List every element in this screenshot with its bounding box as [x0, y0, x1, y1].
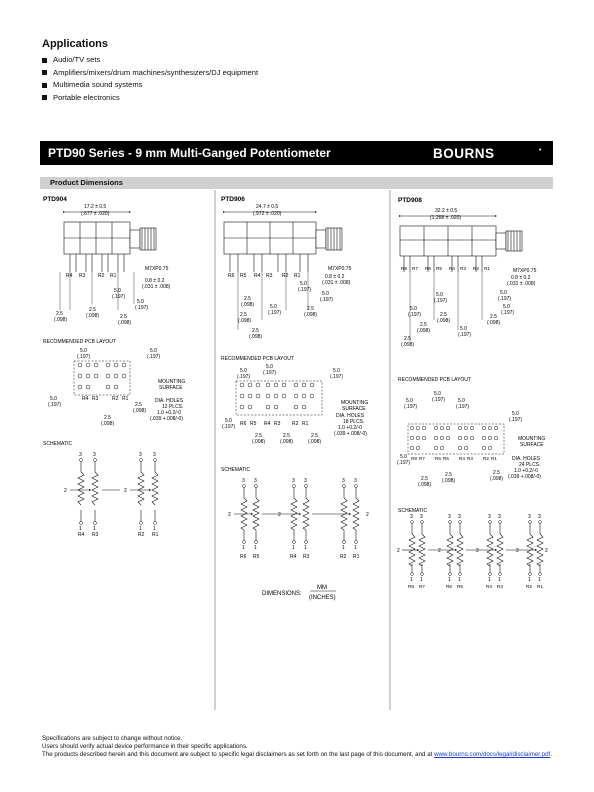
svg-text:5.0: 5.0 [270, 304, 277, 310]
svg-text:(.098): (.098) [308, 439, 322, 445]
svg-text:(.197): (.197) [498, 296, 512, 302]
svg-text:3: 3 [410, 514, 413, 520]
svg-text:5.0: 5.0 [406, 398, 413, 404]
svg-text:(.197): (.197) [408, 312, 422, 318]
svg-text:(.197): (.197) [222, 424, 236, 430]
svg-text:(.098): (.098) [442, 478, 456, 484]
svg-text:R4: R4 [459, 456, 465, 461]
svg-text:(.098): (.098) [86, 313, 100, 319]
svg-text:5.0: 5.0 [333, 368, 340, 374]
svg-text:2.5: 2.5 [445, 472, 452, 478]
svg-text:2: 2 [124, 488, 127, 494]
svg-text:5.0: 5.0 [240, 368, 247, 374]
svg-text:(.197): (.197) [501, 310, 515, 316]
svg-text:R2: R2 [292, 421, 299, 427]
applications-section [42, 38, 442, 104]
list-item: Portable electronics [42, 92, 442, 105]
svg-text:R6: R6 [240, 421, 247, 427]
ptd904-drawing [43, 196, 185, 538]
svg-text:1.0 +0.2/-0: 1.0 +0.2/-0 [514, 468, 539, 474]
svg-text:2.5: 2.5 [240, 312, 247, 318]
svg-text:5.0: 5.0 [225, 418, 232, 424]
svg-text:18 PLCS.: 18 PLCS. [343, 419, 365, 425]
svg-text:M7XP0.75: M7XP0.75 [513, 268, 537, 274]
svg-text:(.098): (.098) [118, 320, 132, 326]
svg-text:2.5: 2.5 [255, 433, 262, 439]
svg-text:(.197): (.197) [397, 460, 411, 466]
svg-text:1: 1 [354, 545, 357, 551]
svg-text:(.197): (.197) [268, 310, 282, 316]
svg-text:R3: R3 [266, 273, 273, 279]
svg-text:1.0 +0.2/-0: 1.0 +0.2/-0 [338, 425, 363, 431]
svg-text:R3: R3 [497, 584, 503, 589]
bullet-icon [42, 83, 47, 88]
svg-text:2: 2 [476, 548, 479, 554]
svg-text:RECOMMENDED PCB LAYOUT: RECOMMENDED PCB LAYOUT [221, 356, 294, 362]
svg-text:2.5: 2.5 [135, 402, 142, 408]
svg-text:5.0: 5.0 [300, 281, 307, 287]
svg-text:SURFACE: SURFACE [342, 406, 366, 412]
svg-text:(1.268 ± .020): (1.268 ± .020) [430, 215, 462, 221]
svg-text:3: 3 [488, 514, 491, 520]
footer-disclaimer [42, 735, 562, 759]
svg-text:(.197): (.197) [432, 397, 446, 403]
svg-text:(.098): (.098) [401, 342, 415, 348]
svg-text:2.5: 2.5 [421, 476, 428, 482]
footer-line-2: Users should verify actual device performance in their specific applications. [42, 743, 248, 750]
svg-text:R4: R4 [66, 273, 73, 279]
svg-text:3: 3 [242, 478, 245, 484]
svg-text:(.098): (.098) [252, 439, 266, 445]
svg-text:3: 3 [93, 452, 96, 458]
svg-text:2.5: 2.5 [311, 433, 318, 439]
svg-text:3: 3 [254, 478, 257, 484]
svg-text:2.5: 2.5 [404, 336, 411, 342]
svg-text:(.098): (.098) [54, 317, 68, 323]
svg-text:DIA. HOLES: DIA. HOLES [336, 413, 365, 419]
svg-text:(.197): (.197) [456, 404, 470, 410]
svg-text:17.2 ± 0.5: 17.2 ± 0.5 [84, 204, 107, 210]
svg-text:2.5: 2.5 [493, 470, 500, 476]
svg-text:1: 1 [153, 526, 156, 532]
svg-text:R5: R5 [250, 421, 257, 427]
svg-text:1: 1 [342, 545, 345, 551]
svg-text:R1: R1 [353, 554, 360, 560]
svg-text:(.197): (.197) [320, 297, 334, 303]
product-dimensions-header: Product Dimensions [40, 177, 553, 189]
disclaimer-link[interactable]: www.bourns.com/docs/legal/disclaimer.pdf [434, 751, 551, 758]
svg-text:3: 3 [354, 478, 357, 484]
svg-text:R7: R7 [412, 266, 418, 271]
svg-text:R1: R1 [484, 266, 490, 271]
svg-text:R5: R5 [253, 554, 260, 560]
svg-text:32.2 ± 0.5: 32.2 ± 0.5 [435, 208, 458, 214]
svg-text:5.0: 5.0 [80, 348, 87, 354]
svg-text:3: 3 [153, 452, 156, 458]
svg-text:R3: R3 [460, 266, 466, 271]
svg-text:1.0 +0.2/-0: 1.0 +0.2/-0 [157, 410, 182, 416]
svg-text:(.972 ± .020): (.972 ± .020) [253, 211, 282, 217]
svg-text:3: 3 [448, 514, 451, 520]
svg-text:(.197): (.197) [458, 332, 472, 338]
svg-text:1: 1 [93, 526, 96, 532]
bourns-logo [433, 145, 545, 161]
svg-text:DIMENSIONS:: DIMENSIONS: [262, 591, 302, 597]
svg-text:R6: R6 [446, 584, 452, 589]
svg-text:0.8 ± 0.2: 0.8 ± 0.2 [145, 278, 165, 284]
svg-text:(.098): (.098) [238, 318, 252, 324]
svg-text:2.5: 2.5 [420, 322, 427, 328]
svg-text:R6: R6 [228, 273, 235, 279]
svg-text:5.0: 5.0 [460, 326, 467, 332]
svg-text:(.197): (.197) [77, 354, 91, 360]
svg-text:R4: R4 [82, 396, 89, 402]
svg-text:R3: R3 [92, 532, 99, 538]
svg-text:12 PLCS.: 12 PLCS. [162, 404, 184, 410]
svg-text:RECOMMENDED PCB LAYOUT: RECOMMENDED PCB LAYOUT [398, 377, 471, 383]
svg-text:2: 2 [438, 548, 441, 554]
svg-text:(.197): (.197) [298, 287, 312, 293]
svg-text:R4: R4 [449, 266, 455, 271]
applications-heading: Applications [42, 38, 109, 50]
svg-text:M7XP0.75: M7XP0.75 [328, 266, 352, 272]
svg-text:(.098): (.098) [101, 421, 115, 427]
svg-text:(.197): (.197) [509, 417, 523, 423]
svg-text:(INCHES): (INCHES) [309, 595, 336, 601]
svg-text:MM: MM [317, 585, 327, 591]
svg-text:MOUNTING: MOUNTING [518, 436, 546, 442]
svg-text:5.0: 5.0 [400, 454, 407, 460]
svg-text:R2: R2 [98, 273, 105, 279]
svg-text:R2: R2 [483, 456, 489, 461]
svg-text:R1: R1 [122, 396, 129, 402]
svg-text:(.098): (.098) [417, 328, 431, 334]
svg-text:5.0: 5.0 [322, 291, 329, 297]
svg-text:3: 3 [458, 514, 461, 520]
svg-text:0.8 ± 0.2: 0.8 ± 0.2 [511, 275, 531, 281]
svg-text:5.0: 5.0 [50, 396, 57, 402]
svg-text:2.5: 2.5 [89, 307, 96, 313]
svg-text:2: 2 [64, 488, 67, 494]
list-item: Audio/TV sets [42, 54, 442, 67]
svg-text:(.039 +.008/-0): (.039 +.008/-0) [508, 474, 541, 480]
svg-text:(.677 ± .020): (.677 ± .020) [81, 211, 110, 217]
svg-text:5.0: 5.0 [512, 411, 519, 417]
svg-text:(.031 ± .008): (.031 ± .008) [507, 281, 536, 287]
svg-text:5.0: 5.0 [266, 364, 273, 370]
svg-text:(.098): (.098) [487, 320, 501, 326]
svg-text:2.5: 2.5 [104, 415, 111, 421]
svg-text:3: 3 [292, 478, 295, 484]
series-banner [40, 141, 553, 165]
svg-text:R4: R4 [486, 584, 492, 589]
svg-text:R4: R4 [290, 554, 297, 560]
svg-text:1: 1 [448, 577, 451, 583]
svg-text:3: 3 [342, 478, 345, 484]
svg-text:1: 1 [498, 577, 501, 583]
svg-text:R1: R1 [491, 456, 497, 461]
svg-text:R5: R5 [443, 456, 449, 461]
svg-text:(.197): (.197) [263, 370, 277, 376]
svg-text:24.7 ± 0.5: 24.7 ± 0.5 [256, 204, 279, 210]
svg-text:(.098): (.098) [418, 482, 432, 488]
svg-text:3: 3 [498, 514, 501, 520]
svg-text:5.0: 5.0 [436, 292, 443, 298]
bullet-icon [42, 70, 47, 75]
svg-text:(.039 +.008/-0): (.039 +.008/-0) [150, 416, 183, 422]
svg-text:R3: R3 [92, 396, 99, 402]
svg-text:SURFACE: SURFACE [159, 385, 183, 391]
svg-text:2.5: 2.5 [252, 328, 259, 334]
svg-text:2: 2 [397, 548, 400, 554]
svg-text:BOURNS: BOURNS [433, 146, 495, 161]
svg-text:R5: R5 [457, 584, 463, 589]
svg-text:2: 2 [228, 512, 231, 518]
list-item: Multimedia sound systems [42, 79, 442, 92]
svg-text:3: 3 [79, 452, 82, 458]
svg-text:SCHEMATIC: SCHEMATIC [398, 508, 428, 514]
dimension-drawings [0, 190, 594, 735]
svg-text:2.5: 2.5 [307, 306, 314, 312]
svg-text:R6: R6 [425, 266, 431, 271]
svg-text:R8: R8 [401, 266, 407, 271]
svg-text:5.0: 5.0 [137, 299, 144, 305]
svg-text:R1: R1 [152, 532, 159, 538]
svg-text:(.197): (.197) [330, 374, 344, 380]
svg-text:MOUNTING: MOUNTING [158, 379, 186, 385]
svg-text:0.8 ± 0.2: 0.8 ± 0.2 [325, 274, 345, 280]
svg-text:1: 1 [488, 577, 491, 583]
svg-text:1: 1 [420, 577, 423, 583]
footer-line-1: Specifications are subject to change without notice. [42, 735, 183, 742]
svg-text:R4: R4 [254, 273, 261, 279]
svg-text:R2: R2 [112, 396, 119, 402]
series-title: PTD90 Series - 9 mm Multi-Ganged Potentiometer [48, 146, 331, 160]
svg-text:PTD906: PTD906 [221, 196, 245, 203]
svg-text:2: 2 [278, 512, 281, 518]
svg-text:2.5: 2.5 [440, 312, 447, 318]
svg-text:5.0: 5.0 [434, 391, 441, 397]
svg-text:SCHEMATIC: SCHEMATIC [43, 441, 73, 447]
svg-text:R5: R5 [436, 266, 442, 271]
bullet-icon [42, 58, 47, 63]
svg-text:(.098): (.098) [437, 318, 451, 324]
svg-text:R1: R1 [110, 273, 117, 279]
svg-text:(.098): (.098) [304, 312, 318, 318]
ptd906-drawing [221, 196, 369, 601]
svg-text:R4: R4 [78, 532, 85, 538]
svg-text:1: 1 [538, 577, 541, 583]
svg-text:(.098): (.098) [280, 439, 294, 445]
svg-text:R2: R2 [526, 584, 532, 589]
svg-text:2: 2 [545, 548, 548, 554]
svg-text:RECOMMENDED PCB LAYOUT: RECOMMENDED PCB LAYOUT [43, 339, 116, 345]
svg-text:R2: R2 [282, 273, 289, 279]
svg-text:5.0: 5.0 [503, 304, 510, 310]
svg-text:R7: R7 [419, 584, 425, 589]
svg-text:1: 1 [242, 545, 245, 551]
svg-text:1: 1 [528, 577, 531, 583]
applications-list [42, 54, 442, 104]
svg-text:R5: R5 [240, 273, 247, 279]
svg-text:2.5: 2.5 [283, 433, 290, 439]
svg-text:R8: R8 [408, 584, 414, 589]
svg-text:M7XP0.75: M7XP0.75 [145, 266, 169, 272]
svg-text:(.098): (.098) [133, 408, 147, 414]
svg-text:•: • [539, 147, 542, 154]
svg-text:3: 3 [304, 478, 307, 484]
svg-text:1: 1 [292, 545, 295, 551]
svg-text:2.5: 2.5 [490, 314, 497, 320]
svg-text:R1: R1 [537, 584, 543, 589]
svg-text:R3: R3 [303, 554, 310, 560]
svg-text:5.0: 5.0 [458, 398, 465, 404]
svg-text:R2: R2 [340, 554, 347, 560]
svg-text:(.098): (.098) [241, 302, 255, 308]
svg-text:(.197): (.197) [48, 402, 62, 408]
svg-text:(.197): (.197) [135, 305, 149, 311]
svg-text:SURFACE: SURFACE [520, 442, 544, 448]
svg-text:(.197): (.197) [404, 404, 418, 410]
svg-text:2: 2 [516, 548, 519, 554]
svg-text:3: 3 [538, 514, 541, 520]
svg-text:SCHEMATIC: SCHEMATIC [221, 467, 251, 473]
footer-line-3: The products described herein and this document are subject to specific legal disclaimers as set forth on the last page of this document, and at www.bourns.com/docs/legal/disclaimer.pdf. [42, 751, 553, 758]
svg-text:3: 3 [139, 452, 142, 458]
svg-text:R6: R6 [240, 554, 247, 560]
svg-text:5.0: 5.0 [114, 288, 121, 294]
svg-text:1: 1 [304, 545, 307, 551]
svg-text:R3: R3 [274, 421, 281, 427]
svg-text:(.197): (.197) [147, 354, 161, 360]
svg-text:2: 2 [366, 512, 369, 518]
svg-text:5.0: 5.0 [410, 306, 417, 312]
svg-text:5.0: 5.0 [500, 290, 507, 296]
svg-text:3: 3 [528, 514, 531, 520]
ptd908-drawing [397, 197, 548, 589]
svg-text:(.197): (.197) [237, 374, 251, 380]
svg-text:MOUNTING: MOUNTING [341, 400, 369, 406]
svg-text:1: 1 [79, 526, 82, 532]
svg-text:R8: R8 [411, 456, 417, 461]
svg-text:2.5: 2.5 [244, 296, 251, 302]
svg-text:(.197): (.197) [112, 294, 126, 300]
svg-text:DIA. HOLES: DIA. HOLES [512, 456, 541, 462]
svg-text:R1: R1 [302, 421, 309, 427]
svg-text:2.5: 2.5 [56, 311, 63, 317]
svg-text:R4: R4 [264, 421, 271, 427]
svg-text:1: 1 [139, 526, 142, 532]
svg-text:R2: R2 [138, 532, 145, 538]
svg-text:(.031 ± .008): (.031 ± .008) [142, 284, 171, 290]
svg-text:1: 1 [410, 577, 413, 583]
svg-text:1: 1 [458, 577, 461, 583]
svg-text:(.039 +.008/-0): (.039 +.008/-0) [334, 431, 367, 437]
list-item: Amplifiers/mixers/drum machines/synthesizers/DJ equipment [42, 67, 442, 80]
svg-text:(.098): (.098) [249, 334, 263, 340]
svg-text:PTD904: PTD904 [43, 196, 67, 203]
svg-text:PTD908: PTD908 [398, 197, 422, 204]
svg-text:R3: R3 [79, 273, 86, 279]
bullet-icon [42, 95, 47, 100]
svg-text:R7: R7 [419, 456, 425, 461]
svg-text:24 PLCS.: 24 PLCS. [519, 462, 541, 468]
svg-text:R6: R6 [435, 456, 441, 461]
svg-text:R2: R2 [473, 266, 479, 271]
svg-text:R3: R3 [467, 456, 473, 461]
svg-text:(.197): (.197) [434, 298, 448, 304]
svg-text:(.098): (.098) [490, 476, 504, 482]
svg-text:(.031 ± .008): (.031 ± .008) [322, 280, 351, 286]
svg-text:1: 1 [254, 545, 257, 551]
svg-text:DIA. HOLES: DIA. HOLES [155, 398, 184, 404]
svg-text:3: 3 [420, 514, 423, 520]
svg-text:5.0: 5.0 [150, 348, 157, 354]
svg-text:2.5: 2.5 [120, 314, 127, 320]
svg-text:R1: R1 [294, 273, 301, 279]
